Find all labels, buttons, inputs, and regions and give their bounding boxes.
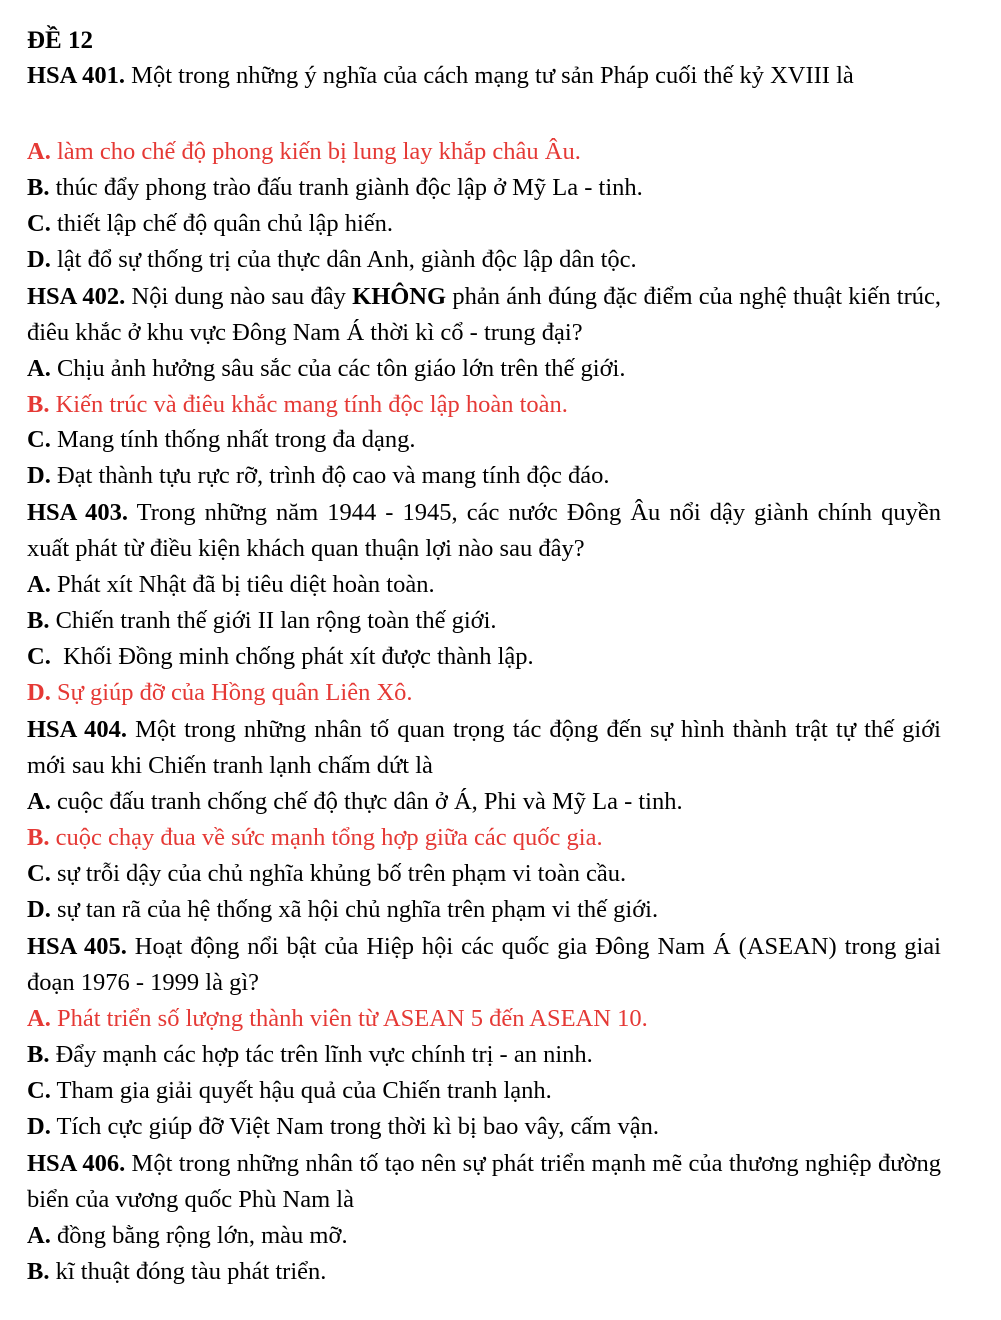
question-code: HSA 405.	[27, 933, 127, 960]
option-text: thúc đẩy phong trào đấu tranh giành độc lập ở Mỹ La - tinh.	[49, 174, 643, 201]
question-text: Một trong những nhân tố quan trọng tác động đến sự hình thành trật tự thế giới mới sau khi Chiến tranh lạnh chấm dứt là	[27, 716, 941, 779]
question-code: HSA 404.	[27, 716, 128, 743]
option-402-c	[27, 422, 416, 458]
option-letter: C.	[27, 210, 51, 237]
option-text: Khối Đồng minh chống phát xít được thành lập.	[50, 643, 534, 670]
option-403-d	[27, 675, 413, 711]
option-letter: B.	[27, 391, 50, 418]
option-404-a	[27, 784, 683, 820]
option-letter: D.	[27, 679, 51, 706]
option-text: Tích cực giúp đỡ Việt Nam trong thời kì bị bao vây, cấm vận.	[50, 1113, 659, 1140]
option-letter: A.	[27, 788, 51, 815]
option-text: Kiến trúc và điêu khắc mang tính độc lập hoàn toàn.	[49, 391, 568, 418]
question-text: Nội dung nào sau đây	[125, 283, 353, 310]
option-401-a	[27, 134, 581, 170]
question-402	[27, 279, 941, 351]
option-405-b	[27, 1037, 593, 1073]
option-text: Phát triển số lượng thành viên từ ASEAN 5 đến ASEAN 10.	[50, 1005, 648, 1032]
option-letter: B.	[27, 607, 50, 634]
option-letter: C.	[27, 643, 51, 670]
option-text: Sự giúp đỡ của Hồng quân Liên Xô.	[50, 679, 413, 706]
question-405	[27, 929, 941, 1001]
question-401	[27, 58, 941, 94]
question-406	[27, 1146, 941, 1218]
option-letter: A.	[27, 1222, 51, 1249]
option-402-d	[27, 458, 609, 494]
option-404-c	[27, 856, 626, 892]
question-text: Trong những năm 1944 - 1945, các nước Đông Âu nổi dậy giành chính quyền xuất phát từ điều kiện khách quan thuận lợi nào sau đây?	[27, 499, 941, 562]
option-letter: A.	[27, 1005, 51, 1032]
option-401-b	[27, 170, 643, 206]
option-text: Đẩy mạnh các hợp tác trên lĩnh vực chính trị - an ninh.	[49, 1041, 593, 1068]
option-405-c	[27, 1073, 552, 1109]
option-404-d	[27, 892, 658, 928]
option-404-b	[27, 820, 603, 856]
option-text: kĩ thuật đóng tàu phát triển.	[49, 1258, 327, 1285]
option-letter: C.	[27, 426, 51, 453]
option-letter: D.	[27, 896, 51, 923]
question-code: HSA 403.	[27, 499, 128, 526]
option-405-a	[27, 1001, 648, 1037]
option-text: cuộc chạy đua về sức mạnh tổng hợp giữa các quốc gia.	[49, 824, 603, 851]
option-405-d	[27, 1109, 659, 1145]
option-403-c	[27, 639, 534, 675]
question-404	[27, 712, 941, 784]
option-text: lật đổ sự thống trị của thực dân Anh, giành độc lập dân tộc.	[50, 246, 637, 273]
option-text: Chiến tranh thế giới II lan rộng toàn thế giới.	[49, 607, 497, 634]
option-403-a	[27, 567, 435, 603]
option-402-a	[27, 351, 626, 387]
question-code: HSA 402.	[27, 283, 126, 310]
option-letter: A.	[27, 355, 51, 382]
question-text: Một trong những nhân tố tạo nên sự phát triển mạnh mẽ của thương nghiệp đường biển của vương quốc Phù Nam là	[27, 1150, 941, 1213]
option-letter: B.	[27, 824, 50, 851]
option-text: Chịu ảnh hưởng sâu sắc của các tôn giáo lớn trên thế giới.	[50, 355, 626, 382]
option-letter: B.	[27, 1041, 50, 1068]
option-402-b	[27, 387, 568, 423]
option-letter: D.	[27, 246, 51, 273]
option-text: cuộc đấu tranh chống chế độ thực dân ở Á, Phi và Mỹ La - tinh.	[50, 788, 683, 815]
exam-title: ĐỀ 12	[27, 27, 93, 54]
option-406-b	[27, 1254, 326, 1290]
option-403-b	[27, 603, 497, 639]
option-letter: A.	[27, 571, 51, 598]
option-text: Mang tính thống nhất trong đa dạng.	[50, 426, 416, 453]
option-text: làm cho chế độ phong kiến bị lung lay khắp châu Âu.	[50, 138, 581, 165]
question-text: phản ánh đúng đặc điểm của nghệ thuật kiến trúc, điêu khắc ở khu vực Đông Nam Á thời kì cổ - trung đại?	[27, 283, 941, 346]
option-401-c	[27, 206, 393, 242]
option-406-a	[27, 1218, 348, 1254]
option-letter: C.	[27, 860, 51, 887]
question-403	[27, 495, 941, 567]
option-401-d	[27, 242, 637, 278]
option-letter: D.	[27, 462, 51, 489]
option-text: Phát xít Nhật đã bị tiêu diệt hoàn toàn.	[50, 571, 435, 598]
option-text: thiết lập chế độ quân chủ lập hiến.	[50, 210, 394, 237]
question-text: Một trong những ý nghĩa của cách mạng tư sản Pháp cuối thế kỷ XVIII là	[125, 62, 854, 89]
option-letter: B.	[27, 174, 50, 201]
option-text: sự trỗi dậy của chủ nghĩa khủng bố trên phạm vi toàn cầu.	[50, 860, 627, 887]
question-code: HSA 406.	[27, 1150, 126, 1177]
option-letter: A.	[27, 138, 51, 165]
option-letter: B.	[27, 1258, 50, 1285]
question-code: HSA 401.	[27, 62, 126, 89]
question-emphasis: KHÔNG	[352, 283, 447, 310]
question-text: Hoạt động nổi bật của Hiệp hội các quốc gia Đông Nam Á (ASEAN) trong giai đoạn 1976 - 1999 là gì?	[27, 933, 941, 996]
option-text: Tham gia giải quyết hậu quả của Chiến tranh lạnh.	[50, 1077, 552, 1104]
option-text: đồng bằng rộng lớn, màu mỡ.	[50, 1222, 348, 1249]
option-text: Đạt thành tựu rực rỡ, trình độ cao và mang tính độc đáo.	[50, 462, 610, 489]
option-letter: D.	[27, 1113, 51, 1140]
option-letter: C.	[27, 1077, 51, 1104]
option-text: sự tan rã của hệ thống xã hội chủ nghĩa trên phạm vi thế giới.	[50, 896, 659, 923]
